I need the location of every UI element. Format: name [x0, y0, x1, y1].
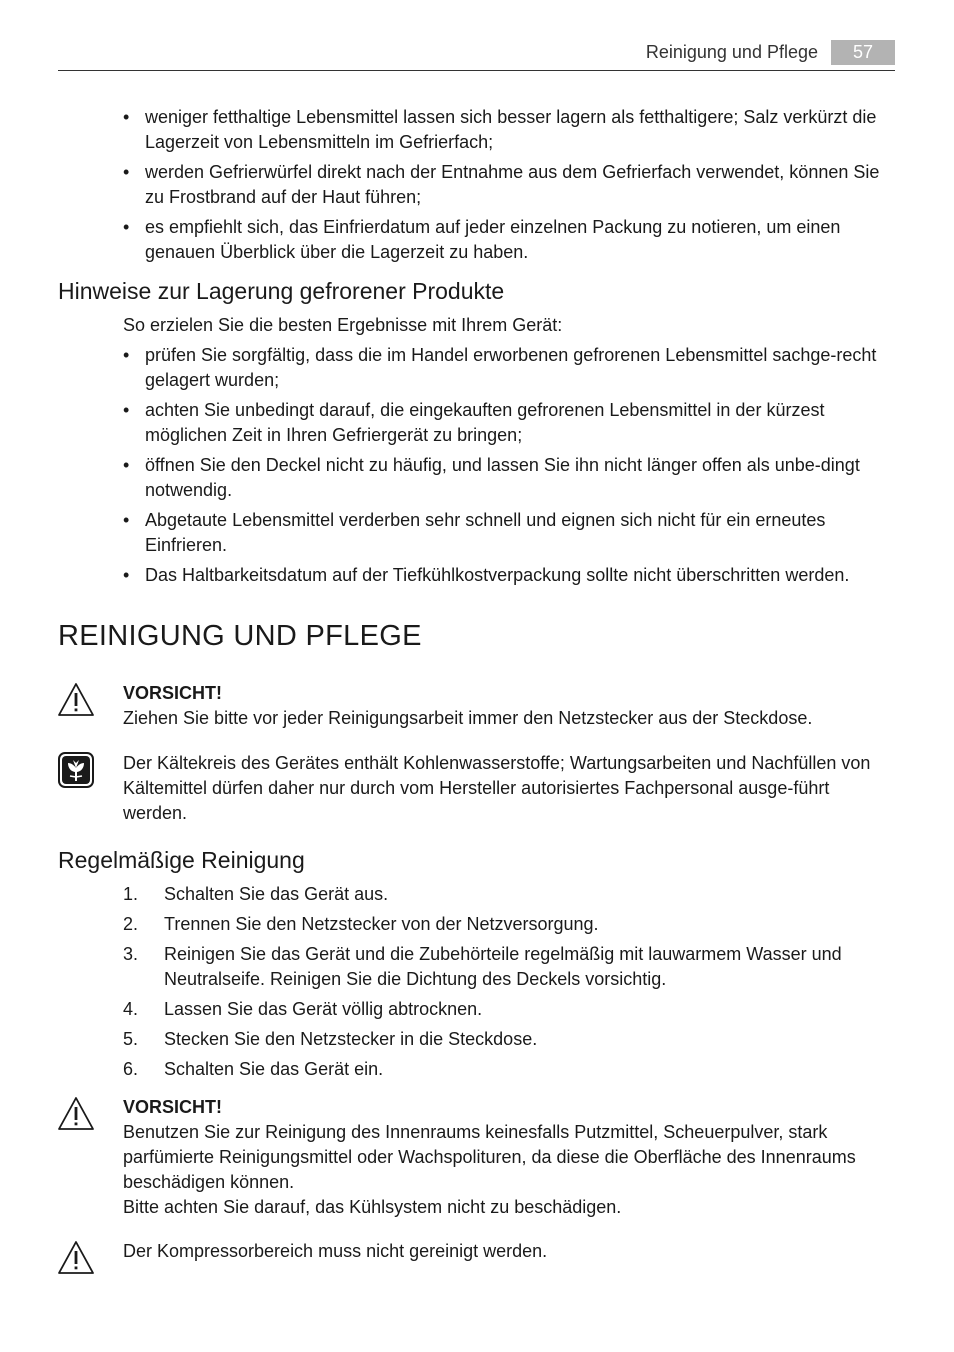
list-item: • es empfiehlt sich, das Einfrierdatum auf jeder einzelnen Packung zu notieren, um einen genauen Überblick über die Lagerzeit zu haben. — [123, 215, 898, 265]
list-item — [123, 942, 898, 992]
cleaning-steps-list — [123, 882, 898, 1087]
step-text: Lassen Sie das Gerät völlig abtrocknen. — [164, 999, 483, 1019]
warning-triangle-icon — [57, 681, 95, 719]
list-item: • Abgetaute Lebensmittel verderben sehr schnell und eignen sich nicht für ein erneutes Einfrieren. — [123, 508, 898, 558]
warning-title: VORSICHT! — [123, 1097, 222, 1117]
section-heading: REINIGUNG UND PFLEGE — [58, 620, 422, 652]
warning-triangle-icon — [57, 1239, 95, 1277]
storage-intro: So erzielen Sie die besten Ergebnisse mit Ihrem Gerät: — [123, 315, 563, 335]
step-number: 2. — [123, 914, 139, 934]
warning-title: VORSICHT! — [123, 683, 222, 703]
warning-text: Ziehen Sie bitte vor jeder Reinigungsarbeit immer den Netzstecker aus der Steckdose. — [123, 708, 813, 728]
list-item: • werden Gefrierwürfel direkt nach der Entnahme aus dem Gefrierfach verwendet, können Sie zu Frostbrand auf der Haut führen; — [123, 160, 898, 210]
intro-bullet-list — [123, 105, 898, 270]
environment-flower-icon — [57, 751, 95, 789]
list-item: • öffnen Sie den Deckel nicht zu häufig, und lassen Sie ihn nicht länger offen als unbe-dingt notwendig. — [123, 453, 898, 503]
page-number: 57 — [831, 40, 895, 65]
compressor-note: Der Kompressorbereich muss nicht gereinigt werden. — [123, 1241, 548, 1261]
list-item — [123, 1057, 898, 1082]
list-item — [123, 912, 898, 937]
step-number: 5. — [123, 1029, 139, 1049]
list-item: • achten Sie unbedingt darauf, die eingekauften gefrorenen Lebensmittel in der kürzest möglichen Zeit in Ihren Gefriergerät zu bringen; — [123, 398, 898, 448]
warning-block — [123, 1095, 898, 1220]
warning-text: Benutzen Sie zur Reinigung des Innenraums keinesfalls Putzmittel, Scheuerpulver, stark parfümierte Reinigungsmittel oder Wachspolituren, da diese die Oberfläche des Innenraums beschädigen können. — [123, 1122, 856, 1192]
running-header-title: Reinigung und Pflege — [645, 42, 818, 62]
storage-bullet-list — [123, 343, 898, 593]
list-item — [123, 1027, 898, 1052]
step-number: 6. — [123, 1059, 139, 1079]
warning-triangle-icon — [57, 1095, 95, 1133]
step-text: Schalten Sie das Gerät aus. — [164, 884, 389, 904]
warning-text: Bitte achten Sie darauf, das Kühlsystem nicht zu beschädigen. — [123, 1197, 622, 1217]
step-number: 4. — [123, 999, 139, 1019]
list-item: • Das Haltbarkeitsdatum auf der Tiefkühlkostverpackung sollte nicht überschritten werden. — [123, 563, 898, 588]
storage-heading: Hinweise zur Lagerung gefrorener Produkte — [58, 278, 505, 304]
list-item — [123, 882, 898, 907]
step-text: Trennen Sie den Netzstecker von der Netzversorgung. — [164, 914, 599, 934]
list-item: • prüfen Sie sorgfältig, dass die im Handel erworbenen gefrorenen Lebensmittel sachge-recht gelagert wurden; — [123, 343, 898, 393]
step-number: 3. — [123, 944, 139, 964]
header-rule — [58, 70, 895, 71]
warning-block — [123, 681, 898, 731]
step-number: 1. — [123, 884, 139, 904]
step-text: Reinigen Sie das Gerät und die Zubehörteile regelmäßig mit lauwarmem Wasser und Neutralseife. Reinigen Sie die Dichtung des Deckels vorsichtig. — [164, 944, 842, 989]
environment-note: Der Kältekreis des Gerätes enthält Kohlenwasserstoffe; Wartungsarbeiten und Nachfüllen von Kältemittel dürfen daher nur durch vom Hersteller autorisiertes Fachpersonal ausge-führt werden. — [123, 753, 871, 823]
regular-cleaning-heading: Regelmäßige Reinigung — [58, 847, 305, 873]
step-text: Stecken Sie den Netzstecker in die Steckdose. — [164, 1029, 538, 1049]
step-text: Schalten Sie das Gerät ein. — [164, 1059, 384, 1079]
list-item: • weniger fetthaltige Lebensmittel lassen sich besser lagern als fetthaltigere; Salz verkürzt die Lagerzeit von Lebensmitteln im Gefrierfach; — [123, 105, 898, 155]
list-item — [123, 997, 898, 1022]
